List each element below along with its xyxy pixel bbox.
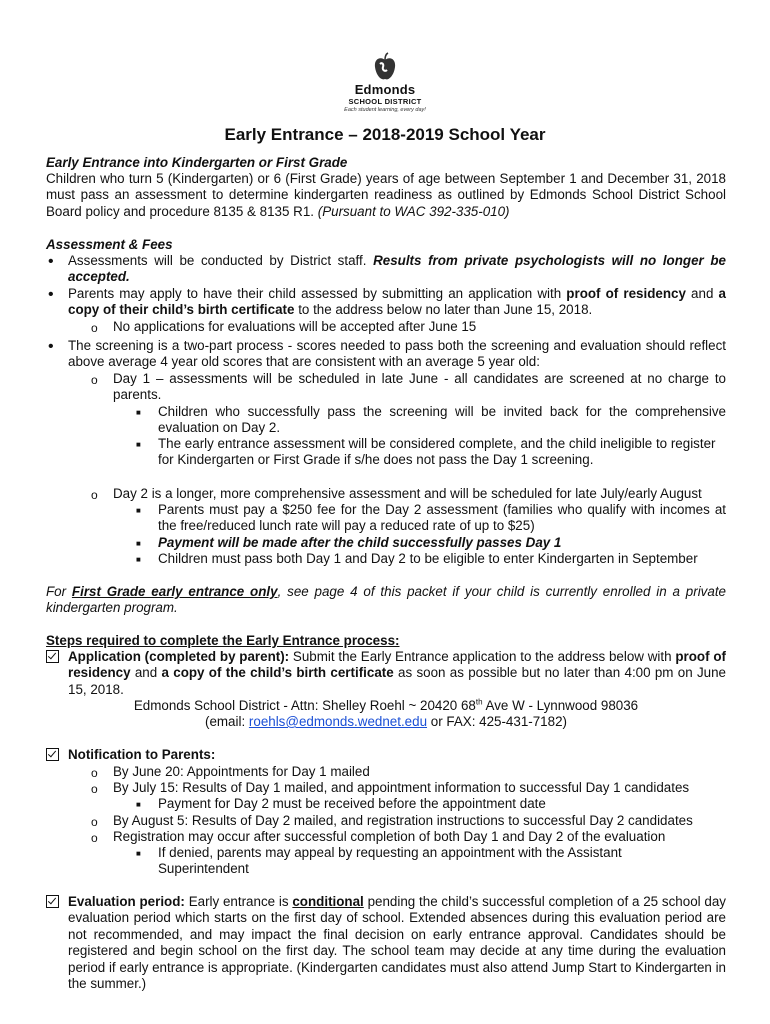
logo-district: SCHOOL DISTRICT [348,97,422,106]
page-title: Early Entrance – 2018-2019 School Year [224,125,546,144]
circle-bullet-icon: o [91,831,98,845]
bullet-icon: • [48,253,54,270]
logo-name: Edmonds [354,82,416,97]
notification-heading: Notification to Parents: [68,747,216,762]
assessment-bullet-3: The screening is a two-part process - scores needed to pass both the screening and evaluation should reflect above average 4 year old scores that are consistent with an average 5 year old: [68,338,726,370]
steps-heading: Steps required to complete the Early Entrance process: [46,633,400,648]
square-bullet-icon: ■ [136,539,141,548]
circle-bullet-icon: o [91,782,98,796]
contact-line: (email: roehls@edmonds.wednet.edu or FAX: 425-431-7182) [204,714,567,729]
circle-bullet-icon: o [91,815,98,829]
step-evaluation-period: Evaluation period: Early entrance is conditional pending the child’s successful completion of a 25 school day evaluation period which starts on the first day of school. Extended absences during this evaluation period are not recommended, and may impact the final decision on early entrance approval. Candidates should be registered and begin school on the first day. The school team may decide at any time during the evaluation period if early entrance is appropriate. (Kindergarten candidates must also attend Jump Start to Kindergarten in the summer.) [68,894,726,992]
circle-bullet-icon: o [91,766,98,780]
intro-paragraph [46,171,726,220]
bullet-icon: • [48,286,54,303]
step-application: Application (completed by parent): Submit the Early Entrance application to the address below with proof of residency and a copy of the child’s birth certificate as soon as possible but no later than 4:00 pm on June 15, 2018. [68,649,726,697]
notification-item-2: By July 15: Results of Day 1 mailed, and appointment information to successful Day 1 candidates [113,780,690,795]
notification-item-2-sub: Payment for Day 2 must be received before the appointment date [158,796,546,811]
checkbox-icon [46,894,59,911]
intro-citation: (Pursuant to WAC 392-335-010) [317,203,510,219]
checkbox-icon [46,649,59,666]
notification-item-3: By August 5: Results of Day 2 mailed, and registration instructions to successful Day 2 candidates [113,813,693,828]
intro-body: Children who turn 5 (Kindergarten) or 6 (First Grade) years of age between September 1 and December 31, 2018 must pass an assessment to determine kindergarten readiness as outlined by Edmonds School District School Board policy and procedure 8135 & 8135 R1. [46,171,726,219]
assessment-bullet-1: Assessments will be conducted by District staff. Results from private psychologists will no longer be accepted. [68,253,726,285]
assessment-heading: Assessment & Fees [46,237,173,252]
square-bullet-icon: ■ [136,408,141,417]
square-bullet-icon: ■ [136,800,141,809]
circle-bullet-icon: o [91,488,98,502]
circle-bullet-icon: o [91,321,98,335]
notification-item-4-sub: If denied, parents may appeal by requesting an appointment with the Assistant Superintendent [158,845,622,877]
apple-logo-icon [372,52,398,82]
intro-heading: Early Entrance into Kindergarten or First Grade [46,155,348,170]
day-1-sub-b: The early entrance assessment will be considered complete, and the child ineligible to register for Kindergarten or First Grade if s/he does not pass the Day 1 screening. [158,436,716,468]
notification-item-4: Registration may occur after successful completion of both Day 1 and Day 2 of the evaluation [113,829,666,844]
day-2-item: Day 2 is a longer, more comprehensive assessment and will be scheduled for late July/early August [113,486,702,501]
assessment-bullet-2-sub: No applications for evaluations will be accepted after June 15 [113,319,477,334]
day-1-sub-a: Children who successfully pass the screening will be invited back for the comprehensive evaluation on Day 2. [158,404,726,436]
first-grade-note: For First Grade early entrance only, see page 4 of this packet if your child is currently enrolled in a private kindergarten program. [46,584,726,616]
logo-tagline: Each student learning, every day! [344,107,426,113]
day-2-sub-a: Parents must pay a $250 fee for the Day 2 assessment (families who qualify with incomes at the free/reduced lunch rate will pay a reduced rate of up to $25) [158,502,726,534]
notification-item-1: By June 20: Appointments for Day 1 mailed [113,764,370,779]
mailing-address: Edmonds School District - Attn: Shelley Roehl ~ 20420 68th Ave W - Lynnwood 98036 [133,697,639,713]
square-bullet-icon: ■ [136,555,141,564]
checkbox-icon [46,747,59,764]
day-2-sub-b: Payment will be made after the child successfully passes Day 1 [158,535,562,550]
square-bullet-icon: ■ [136,506,141,515]
square-bullet-icon: ■ [136,440,141,449]
assessment-bullet-2: Parents may apply to have their child assessed by submitting an application with proof of residency and a copy of their child’s birth certificate to the address below no later than June 15, 2018. [68,286,726,318]
bullet-icon: • [48,338,54,355]
email-link[interactable]: roehls@edmonds.wednet.edu [248,714,428,729]
square-bullet-icon: ■ [136,849,141,858]
district-logo [330,52,440,114]
circle-bullet-icon: o [91,373,98,387]
day-2-sub-c: Children must pass both Day 1 and Day 2 to be eligible to enter Kindergarten in September [158,551,698,566]
day-1-item: Day 1 – assessments will be scheduled in late June - all candidates are screened at no charge to parents. [113,371,726,403]
